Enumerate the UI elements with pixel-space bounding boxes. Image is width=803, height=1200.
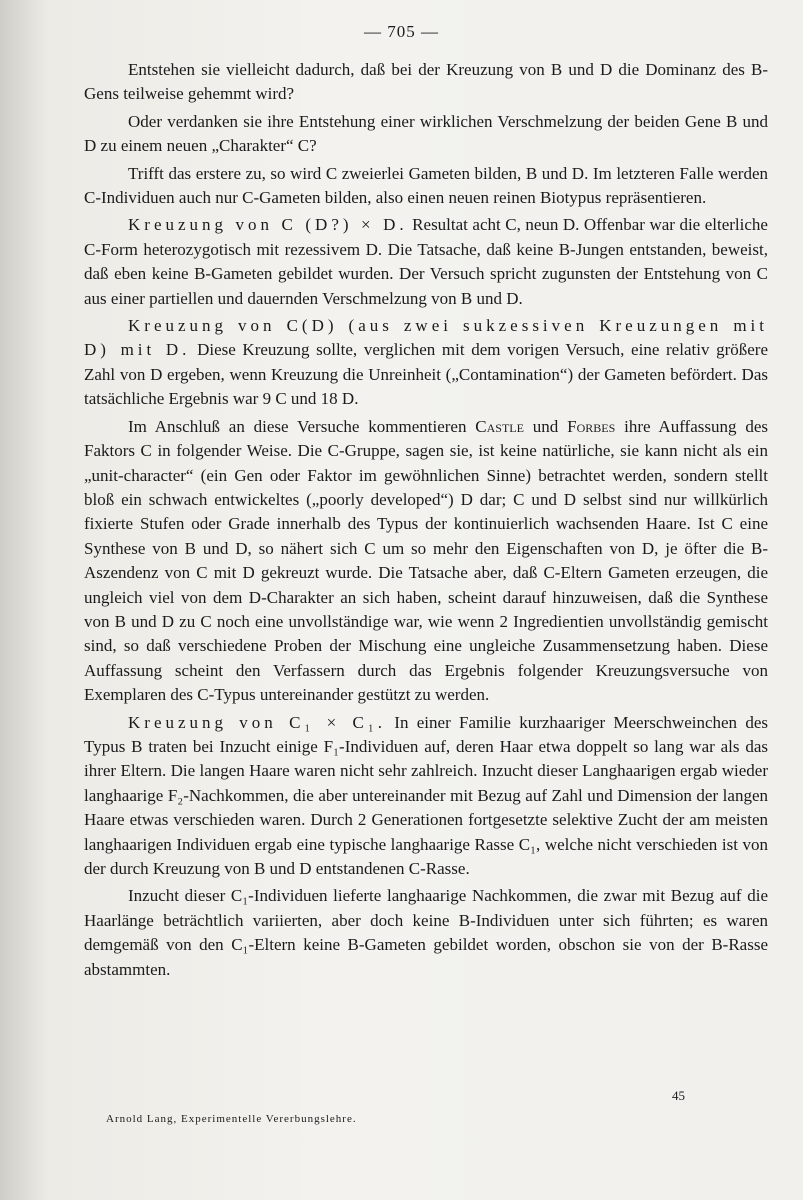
- paragraph: [84, 415, 768, 708]
- paragraph: Entstehen sie vielleicht dadurch, daß bei der Kreuzung von B und D die Dominanz des B-Gens teilweise gehemmt wird?: [84, 60, 768, 104]
- section-heading: Kreuzung von C₁ × C₁.: [128, 712, 387, 732]
- paragraph-body: ihre Auffassung des Faktors C in folgender Weise. Die C-Gruppe, sagen sie, ist keine natürliche, sie kann nicht als ein „unit-character“ (ein Gen oder Faktor im gewöhnlichen Sinne) betrachtet werden, sondern stellt bloß ein schwach entwickeltes („poorly developed“) D dar; C und D selbst sind nur willkürlich fixierte Stufen oder Grade innerhalb des Typus der kontinuierlich wachsenden Haare. Ist C eine Synthese von B und D, so nähert sich C um so mehr den Eigenschaften von D, je öfter die B-Aszendenz von C mit D gekreuzt wurde. Die Tatsache aber, daß C-Eltern Gameten erzeugen, die ungleich viel von dem D-Charakter an sich haben, scheint darauf hinzuweisen, daß die Synthese von B und D zu C noch eine unvollständige war, wie wenn 2 Ingredientien unvollständig gemischt sind, so daß verschiedene Proben der Mischung eine ungleiche Zusammensetzung haben. Diese Auffassung scheint den Verfassern durch das Ergebnis folgender Kreuzungsversuche von Exemplaren des C-Typus untereinander gestützt zu werden.: [84, 416, 768, 705]
- section-heading: Kreuzung von C (D?) × D.: [128, 215, 408, 235]
- paragraph: [84, 314, 768, 412]
- paragraph-body: Resultat acht C, neun D. Offenbar war die elterliche C-Form heterozygotisch mit rezessivem D. Die Tatsache, daß keine B-Jungen entstanden, beweist, daß eben keine B-Gameten gebildet wurden. Der Versuch spricht zugunsten der Entstehung von C aus einer partiellen und dauernden Verschmelzung von B und D.: [84, 215, 768, 308]
- author-name: Castle: [475, 416, 524, 436]
- paragraph-body: und: [523, 416, 568, 436]
- paragraph-body: Diese Kreuzung sollte, verglichen mit dem vorigen Versuch, eine relativ größere Zahl von D ergeben, wenn Kreuzung die Unreinheit („Contamination“) der Gameten befördert. Das tatsächliche Ergebnis war 9 C und 18 D.: [84, 340, 768, 409]
- paragraph: [84, 213, 768, 311]
- paragraph: Inzucht dieser C₁-Individuen lieferte langhaarige Nachkommen, die zwar mit Bezug auf die Haarlänge beträchtlich variierten, aber doch keine B-Individuen unter sich führten; es waren demgemäß von den C₁-Eltern keine B-Gameten gebildet worden, obschon sie von der B-Rasse abstammten.: [84, 886, 768, 979]
- signature-number: 45: [672, 1088, 685, 1103]
- paragraph-body: Im Anschluß an diese Versuche kommentieren: [128, 416, 476, 436]
- footer-signature: Arnold Lang, Experimentelle Vererbungslehre.: [106, 1113, 357, 1125]
- author-name: Forbes: [567, 416, 616, 436]
- paragraph: Trifft das erstere zu, so wird C zweierlei Gameten bilden, B und D. Im letzteren Falle werden C-Individuen auch nur C-Gameten bilden, also einen neuen reinen Biotypus repräsentieren.: [84, 163, 768, 208]
- body-text: [84, 58, 768, 985]
- paragraph: Oder verdanken sie ihre Entstehung einer wirklichen Verschmelzung der beiden Gene B und D zu einem neuen „Charakter“ C?: [84, 111, 768, 156]
- paragraph-body: In einer Familie kurzhaariger Meerschweinchen des Typus B traten bei Inzucht einige F₁-Individuen auf, deren Haar etwa doppelt so lang war als das ihrer Eltern. Die langen Haare waren nicht sehr zahlreich. Inzucht dieser Langhaarigen ergab wieder langhaarige F₂-Nachkommen, die aber untereinander mit Bezug auf Zahl und Dimension der langen Haare etwas verschieden waren. Durch 2 Generationen fortgesetzte selektive Zucht der am meisten langhaarigen Individuen ergab eine typische langhaarige Rasse C₁, welche nicht verschieden ist von der durch Kreuzung von B und D entstandenen C-Rasse.: [84, 712, 768, 878]
- paragraph: [84, 711, 768, 882]
- section-heading: Kreuzung von C(D) (aus zwei sukzessiven Kreuzungen mit D) mit D.: [84, 316, 768, 360]
- page-number: — 705 —: [364, 22, 439, 41]
